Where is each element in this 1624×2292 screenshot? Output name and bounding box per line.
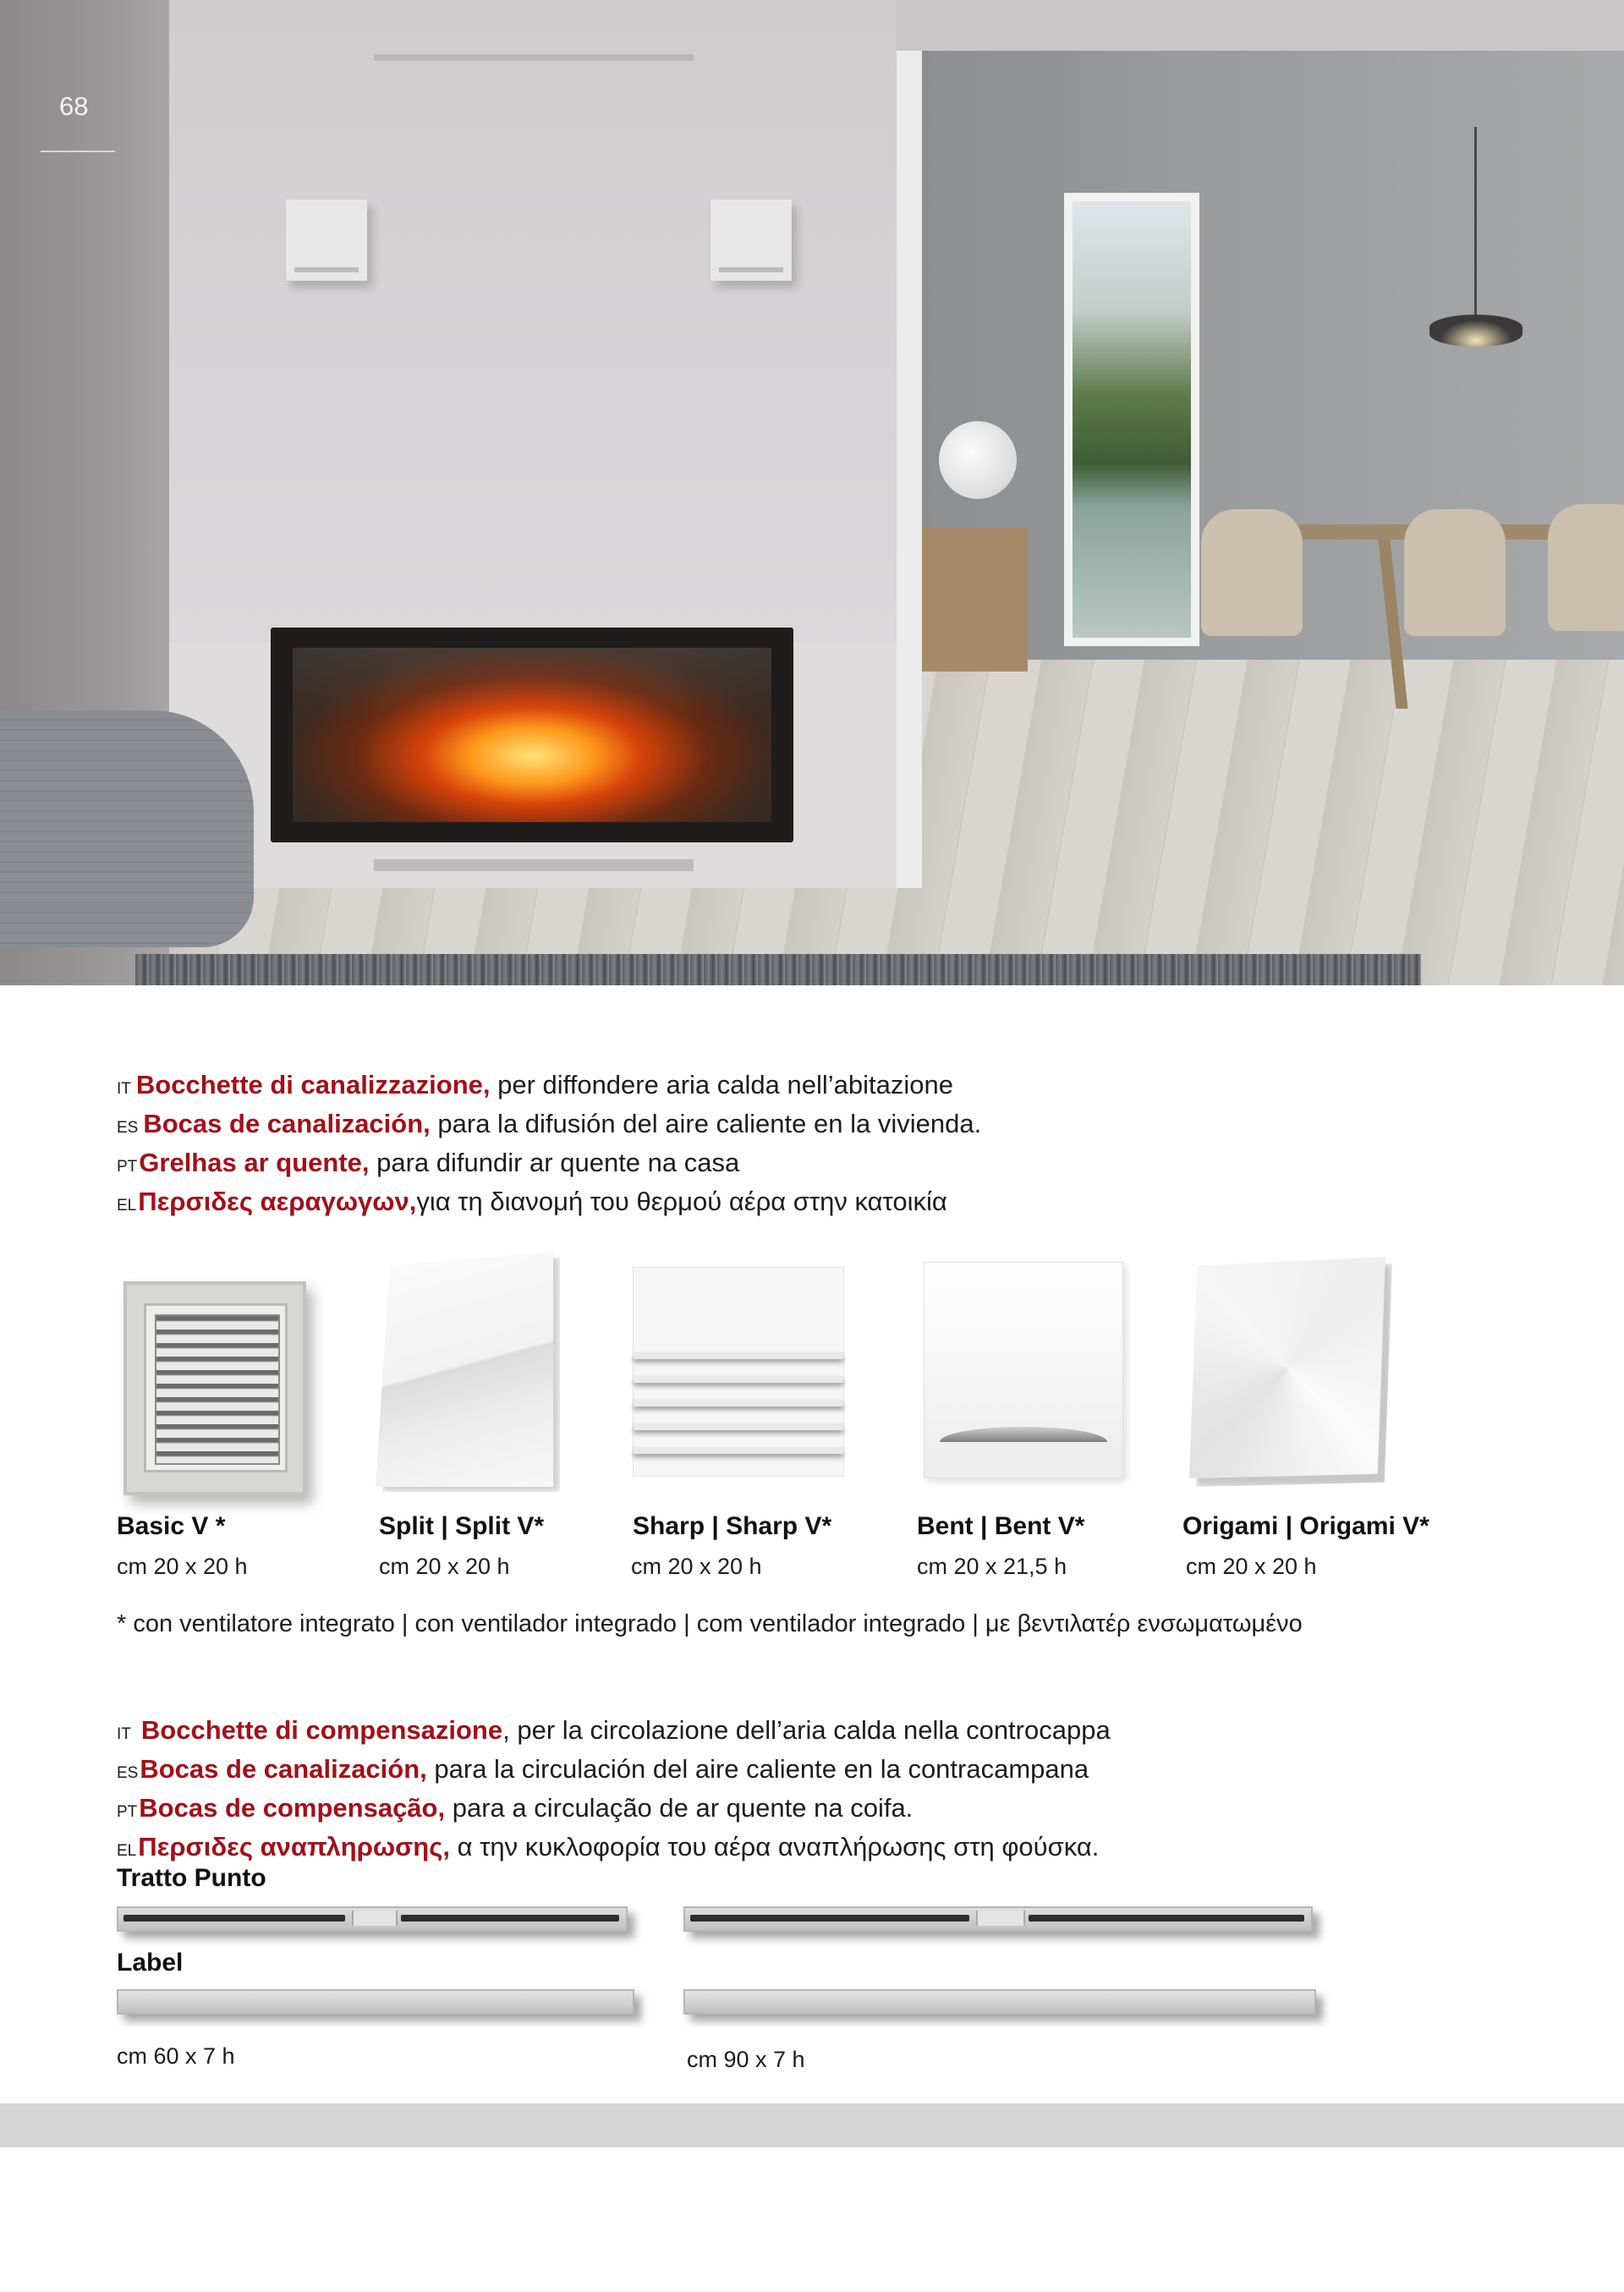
product-size-basic: cm 20 x 20 h xyxy=(117,1554,248,1579)
comp-highlight: Bocas de canalización, xyxy=(140,1754,427,1784)
lang-code: IT xyxy=(117,1080,131,1098)
lang-code: PT xyxy=(117,1803,138,1821)
comp-line-el xyxy=(117,1829,1111,1868)
intro-highlight: Περσιδες αεραγωγων, xyxy=(138,1187,417,1216)
intro-highlight: Bocchette di canalizzazione, xyxy=(135,1070,491,1099)
sharp-slat xyxy=(634,1400,843,1406)
hero-photo xyxy=(0,0,1624,985)
sharp-slat xyxy=(634,1376,843,1383)
dining-chair xyxy=(1548,504,1624,631)
comp-rest: α την κυκλοφορία του αέρα αναπλήρωσης στη φούσκα. xyxy=(449,1832,1100,1862)
lang-code: EL xyxy=(117,1197,137,1215)
product-name-bent: Bent | Bent V* xyxy=(917,1512,1085,1540)
comp-highlight: Bocas de compensação, xyxy=(139,1793,446,1823)
basic-v-frame xyxy=(144,1303,288,1472)
product-name-sharp: Sharp | Sharp V* xyxy=(633,1512,832,1540)
fan-footnote: * con ventilatore integrato | con ventilador integrado | com ventilador integrado | με βεντιλατέρ ενσωματωμένο xyxy=(117,1610,1303,1637)
lang-code: ES xyxy=(117,1119,139,1137)
wall-vent-left xyxy=(286,200,367,281)
dining-chair xyxy=(1201,509,1303,636)
pendant-cord xyxy=(1474,127,1477,318)
pendant-lamp xyxy=(1429,315,1522,347)
product-name-origami: Origami | Origami V* xyxy=(1182,1512,1429,1540)
intro-highlight: Grelhas ar quente, xyxy=(139,1148,370,1177)
comp-rest: para a circulação de ar quente na coifa. xyxy=(445,1793,914,1823)
intro-highlight: Bocas de canalización, xyxy=(143,1109,431,1138)
intro-line-it xyxy=(117,1067,981,1106)
comp-rest: para la circulación del aire caliente en la contracampana xyxy=(426,1754,1089,1784)
intro-line-el xyxy=(117,1184,981,1223)
bar-slot xyxy=(690,1915,969,1922)
bent-lip xyxy=(940,1427,1107,1442)
sharp-slat xyxy=(634,1447,843,1454)
bar-joint xyxy=(976,1911,1025,1926)
basic-v-louvres xyxy=(155,1314,280,1465)
bar-joint xyxy=(352,1911,398,1926)
dining-chair xyxy=(1404,509,1506,636)
sofa xyxy=(0,710,254,947)
intro-line-pt xyxy=(117,1145,981,1184)
window-landscape xyxy=(1073,201,1191,638)
label-90-image xyxy=(683,1989,1316,2015)
tratto-punto-90-image xyxy=(683,1906,1313,1932)
linear-size-90: cm 90 x 7 h xyxy=(687,2047,805,2072)
intro-rest: για τη διανομή του θερμού αέρα στην κατοικία xyxy=(416,1187,947,1216)
comp-line-es xyxy=(117,1752,1111,1790)
product-name-basic: Basic V * xyxy=(117,1512,226,1540)
page-number-rule xyxy=(41,151,115,152)
lang-code: PT xyxy=(117,1158,138,1176)
label-60-image xyxy=(117,1989,634,2015)
product-size-sharp: cm 20 x 20 h xyxy=(631,1554,762,1579)
product-size-split: cm 20 x 20 h xyxy=(379,1554,510,1579)
comp-highlight: Περσιδες αναπληρωσης, xyxy=(138,1832,450,1862)
product-size-bent: cm 20 x 21,5 h xyxy=(917,1554,1067,1579)
linear-size-60: cm 60 x 7 h xyxy=(117,2043,235,2069)
bent-grille-image xyxy=(924,1262,1123,1478)
origami-grille-image xyxy=(1189,1257,1385,1478)
intro-text-block xyxy=(117,1067,981,1223)
basic-v-grille-image xyxy=(123,1281,306,1495)
tratto-punto-title: Tratto Punto xyxy=(117,1864,266,1892)
bar-slot xyxy=(1029,1915,1304,1922)
tratto-punto-60-image xyxy=(117,1906,628,1932)
lang-code: IT xyxy=(117,1725,131,1743)
door-frame xyxy=(897,51,922,888)
fireplace-glass xyxy=(293,648,771,822)
sharp-slat xyxy=(634,1423,843,1430)
comp-highlight: Bocchette di compensazione xyxy=(140,1715,503,1745)
footer-band xyxy=(0,2103,1624,2147)
sharp-grille-image xyxy=(633,1267,844,1477)
product-name-split: Split | Split V* xyxy=(379,1512,545,1540)
compensation-text-block xyxy=(117,1713,1111,1868)
comp-line-it xyxy=(117,1713,1111,1752)
comp-rest: , per la circolazione dell’aria calda nella controcappa xyxy=(502,1715,1111,1745)
intro-rest: para la difusión del aire caliente en la vivienda. xyxy=(430,1109,982,1138)
lang-code: EL xyxy=(117,1842,137,1860)
product-size-origami: cm 20 x 20 h xyxy=(1186,1554,1317,1579)
sideboard xyxy=(918,528,1028,672)
intro-rest: per diffondere aria calda nell’abitazione xyxy=(490,1070,953,1099)
bar-slot xyxy=(401,1915,619,1922)
hearth-vent xyxy=(374,859,694,871)
split-grille-image xyxy=(376,1252,553,1487)
table-lamp xyxy=(939,421,1017,499)
bar-slot xyxy=(123,1915,345,1922)
sharp-slat xyxy=(634,1352,843,1359)
wall-vent-right xyxy=(710,200,792,281)
ceiling-slot-vent xyxy=(374,54,694,61)
page-number: 68 xyxy=(59,91,89,121)
comp-line-pt xyxy=(117,1790,1111,1829)
intro-rest: para difundir ar quente na casa xyxy=(369,1148,740,1177)
rug xyxy=(135,954,1421,985)
intro-line-es xyxy=(117,1106,981,1145)
label-title: Label xyxy=(117,1949,184,1977)
lang-code: ES xyxy=(117,1764,139,1782)
